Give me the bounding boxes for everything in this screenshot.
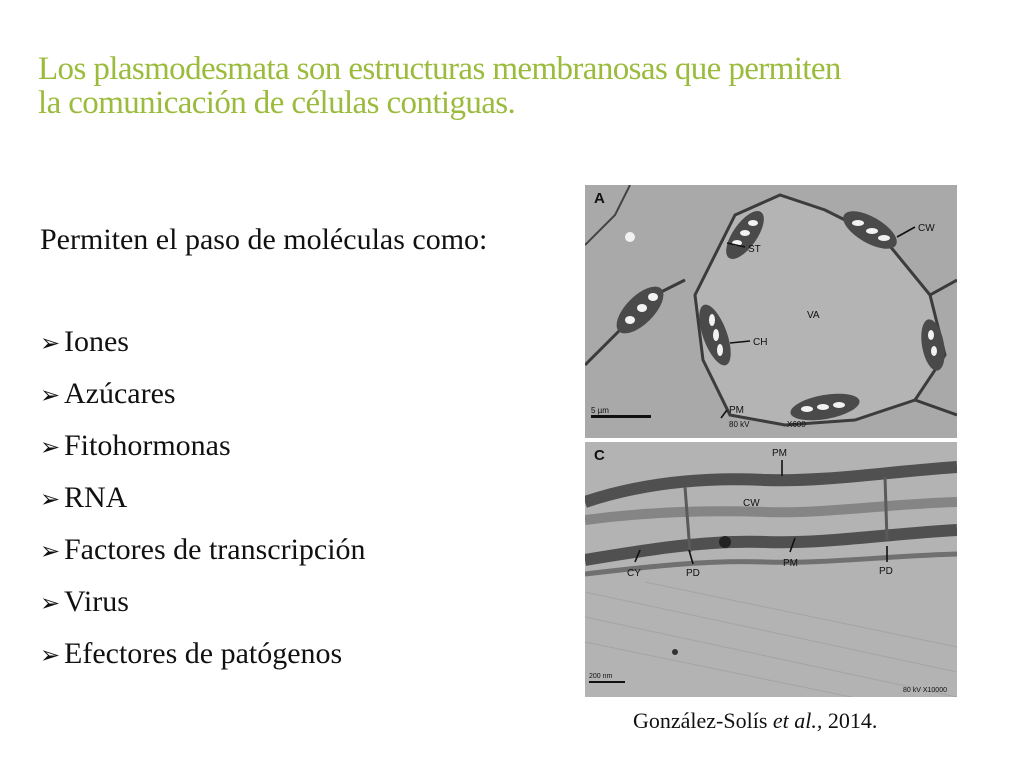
- panel-a-letter: A: [594, 190, 605, 207]
- list-item: [40, 577, 366, 629]
- citation-year: 2014.: [827, 708, 878, 733]
- list-item: [40, 317, 366, 369]
- list-item: [40, 473, 366, 525]
- label-pm-bottom: PM: [783, 558, 798, 569]
- arrow-bullet-icon: ➢: [40, 383, 61, 409]
- magnification-label-a: X600: [787, 420, 806, 429]
- list-item-label: RNA: [64, 481, 128, 514]
- arrow-bullet-icon: ➢: [40, 331, 61, 357]
- citation-etal: et al.,: [772, 708, 823, 733]
- micrograph-panel-a: [585, 185, 957, 438]
- scale-label-a: 5 µm: [591, 406, 609, 415]
- arrow-bullet-icon: ➢: [40, 643, 61, 669]
- list-item: [40, 629, 366, 681]
- scale-bar-c: [589, 681, 625, 683]
- list-item-label: Efectores de patógenos: [64, 637, 343, 670]
- label-st: ST: [748, 244, 761, 255]
- slide-title: [38, 52, 998, 120]
- micrograph-figure: [585, 185, 957, 697]
- slide-title-line-2: la comunicación de células contiguas.: [38, 85, 516, 121]
- figure-citation: [633, 708, 877, 734]
- list-item-label: Virus: [64, 585, 129, 618]
- imprint-label-c: 80 kV X10000: [903, 687, 947, 694]
- arrow-bullet-icon: ➢: [40, 487, 61, 513]
- label-cw-c: CW: [743, 498, 760, 509]
- micrograph-panel-c: [585, 442, 957, 697]
- label-pd-right: PD: [879, 566, 893, 577]
- label-pm: PM: [729, 405, 744, 416]
- label-cy: CY: [627, 568, 641, 579]
- list-item-label: Azúcares: [64, 377, 176, 410]
- panel-c-letter: C: [594, 447, 605, 464]
- list-item-label: Fitohormonas: [64, 429, 231, 462]
- scale-label-c: 200 nm: [589, 673, 613, 680]
- label-cw: CW: [918, 223, 935, 234]
- label-va: VA: [807, 310, 820, 321]
- list-item: [40, 421, 366, 473]
- label-pm-top: PM: [772, 448, 787, 459]
- list-item-label: Factores de transcripción: [64, 533, 366, 566]
- micrograph-panel-c-image: [585, 442, 957, 697]
- molecule-list: [40, 317, 366, 681]
- intro-text: Permiten el paso de moléculas como:: [40, 223, 488, 256]
- slide-title-line-1: Los plasmodesmata son estructuras membranosas que permiten: [38, 51, 841, 87]
- arrow-bullet-icon: ➢: [40, 591, 61, 617]
- voltage-label-a: 80 kV: [729, 420, 750, 429]
- label-ch: CH: [753, 337, 768, 348]
- micrograph-panel-a-image: [585, 185, 957, 438]
- label-pd-left: PD: [686, 568, 700, 579]
- list-item: [40, 369, 366, 421]
- scale-bar-a: [591, 415, 651, 418]
- citation-authors: González-Solís: [633, 708, 768, 733]
- arrow-bullet-icon: ➢: [40, 539, 61, 565]
- arrow-bullet-icon: ➢: [40, 435, 61, 461]
- list-item: [40, 525, 366, 577]
- list-item-label: Iones: [64, 325, 129, 358]
